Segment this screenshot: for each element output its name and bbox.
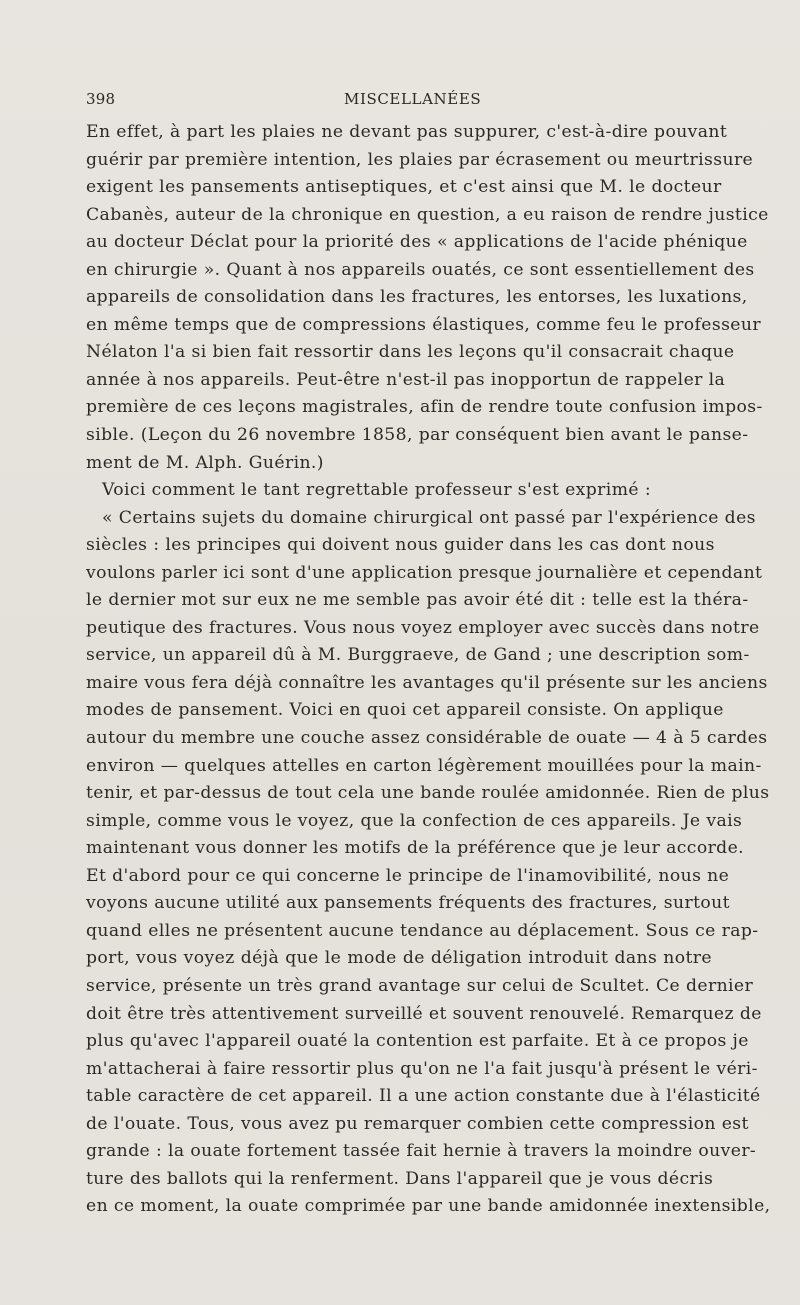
text-line: doit être très attentivement surveillé et souvent renouvelé. Remarquez de: [86, 1003, 762, 1024]
text-line: environ — quelques attelles en carton légèrement mouillées pour la main-: [86, 755, 762, 776]
text-line: maire vous fera déjà connaître les avantages qu'il présente sur les anciens: [86, 672, 768, 693]
text-line: port, vous voyez déjà que le mode de déligation introduit dans notre: [86, 948, 712, 969]
text-line: exigent les pansements antiseptiques, et c'est ainsi que M. le docteur: [86, 177, 722, 198]
text-line: siècles : les principes qui doivent nous guider dans les cas dont nous: [86, 535, 715, 556]
text-line: peutique des fractures. Vous nous voyez employer avec succès dans notre: [86, 617, 760, 638]
text-line: m'attacherai à faire ressortir plus qu'on ne l'a fait jusqu'à présent le véri-: [86, 1058, 758, 1079]
text-line: modes de pansement. Voici en quoi cet appareil consiste. On applique: [86, 700, 724, 721]
text-line: Nélaton l'a si bien fait ressortir dans les leçons qu'il consacrait chaque: [86, 342, 735, 363]
text-line: le dernier mot sur eux ne me semble pas avoir été dit : telle est la théra-: [86, 590, 749, 611]
text-line: plus qu'avec l'appareil ouaté la contention est parfaite. Et à ce propos je: [86, 1031, 749, 1052]
text-line: ture des ballots qui la renferment. Dans l'appareil que je vous décris: [86, 1168, 714, 1189]
text-line: Voici comment le tant regrettable professeur s'est exprimé :: [102, 480, 652, 501]
text-line: voyons aucune utilité aux pansements fréquents des fractures, surtout: [86, 893, 730, 914]
text-line: table caractère de cet appareil. Il a une action constante due à l'élasticité: [86, 1086, 761, 1107]
text-line: de l'ouate. Tous, vous avez pu remarquer combien cette compression est: [86, 1113, 749, 1134]
text-line: « Certains sujets du domaine chirurgical ont passé par l'expérience des: [102, 507, 756, 528]
text-line: tenir, et par-dessus de tout cela une bande roulée amidonnée. Rien de plus: [86, 783, 770, 804]
text-line: en ce moment, la ouate comprimée par une bande amidonnée inextensible,: [86, 1196, 771, 1217]
text-line: service, présente un très grand avantage sur celui de Scultet. Ce dernier: [86, 975, 754, 996]
text-line: ment de M. Alph. Guérin.): [86, 452, 324, 473]
text-line: Cabanès, auteur de la chronique en question, a eu raison de rendre justice: [86, 204, 769, 225]
text-line: en même temps que de compressions élastiques, comme feu le professeur: [86, 314, 761, 335]
text-line: voulons parler ici sont d'une application presque journalière et cependant: [86, 562, 763, 583]
page-header: [86, 90, 712, 110]
text-line: en chirurgie ». Quant à nos appareils ouatés, ce sont essentiellement des: [86, 259, 755, 280]
page-number: 398: [86, 90, 116, 108]
text-line: simple, comme vous le voyez, que la confection de ces appareils. Je vais: [86, 810, 743, 831]
text-line: maintenant vous donner les motifs de la préférence que je leur accorde.: [86, 838, 745, 859]
text-line: En effet, à part les plaies ne devant pas suppurer, c'est-à-dire pouvant: [86, 122, 728, 142]
running-title: MISCELLANÉES: [344, 90, 482, 108]
text-line: sible. (Leçon du 26 novembre 1858, par conséquent bien avant le panse-: [86, 425, 749, 446]
text-line: quand elles ne présentent aucune tendance au déplacement. Sous ce rap-: [86, 920, 759, 941]
text-line: première de ces leçons magistrales, afin de rendre toute confusion impos-: [86, 397, 763, 418]
text-line: autour du membre une couche assez considérable de ouate — 4 à 5 cardes: [86, 728, 768, 749]
text-line: guérir par première intention, les plaies par écrasement ou meurtrissure: [86, 149, 754, 170]
text-line: Et d'abord pour ce qui concerne le principe de l'inamovibilité, nous ne: [86, 865, 730, 886]
text-line: au docteur Déclat pour la priorité des « applications de l'acide phénique: [86, 232, 748, 253]
text-line: appareils de consolidation dans les fractures, les entorses, les luxations,: [86, 287, 748, 308]
body-text: [86, 119, 771, 1221]
text-line: service, un appareil dû à M. Burggraeve, de Gand ; une description som-: [86, 645, 750, 666]
text-line: grande : la ouate fortement tassée fait hernie à travers la moindre ouver-: [86, 1141, 757, 1162]
text-line: année à nos appareils. Peut-être n'est-il pas inopportun de rappeler la: [86, 369, 726, 390]
